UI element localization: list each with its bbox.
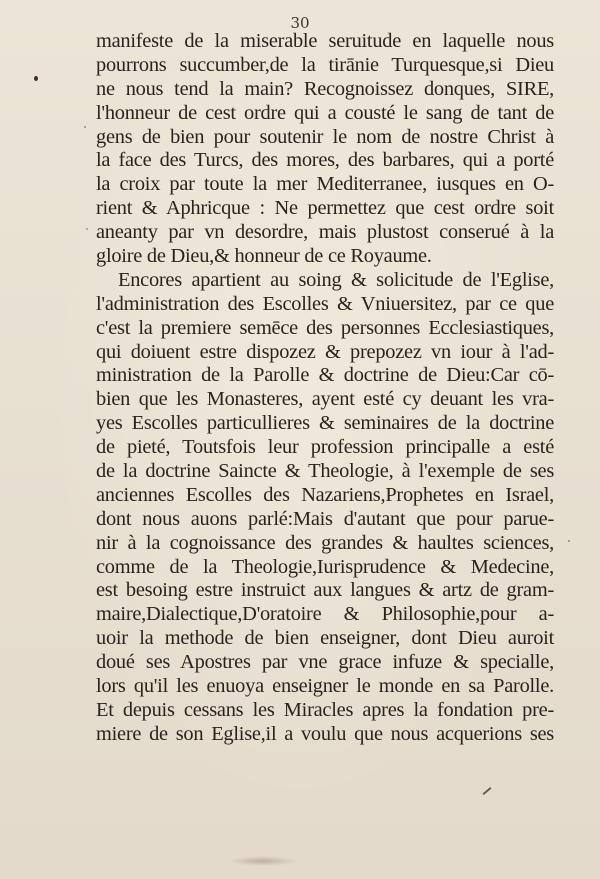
text-line: uoir la methode de bien enseigner, dont Dieu auroit bbox=[96, 627, 554, 650]
ink-mark bbox=[483, 787, 492, 795]
text-line: Et depuis cessans les Miracles apres la fondation pre- bbox=[96, 698, 554, 721]
page-number: 30 bbox=[290, 14, 310, 32]
body-text bbox=[96, 30, 554, 747]
text-line: anciennes Escolles des Nazariens,Prophetes en Israel, bbox=[96, 483, 554, 506]
text-line: de pieté, Toutsfois leur profession principalle a esté bbox=[96, 436, 554, 459]
text-line: dont nous auons parlé:Mais d'autant que pour parue- bbox=[96, 507, 554, 530]
text-line: aneanty par vn desordre, mais plustost conserué à la bbox=[96, 221, 554, 244]
text-line: ne nous tend la main? Recognoissez donques, SIRE, bbox=[96, 77, 554, 100]
text-line: de la doctrine Saincte & Theologie, à l'exemple de ses bbox=[96, 460, 554, 483]
text-line: qui doiuent estre dispozez & prepozez vn iour à l'ad- bbox=[96, 340, 554, 363]
text-line: maire,Dialectique,D'oratoire & Philosophie,pour a- bbox=[96, 603, 554, 626]
text-line: pourrons succumber,de la tirānie Turquesque,si Dieu bbox=[96, 53, 554, 76]
text-line: lors qu'il les enuoya enseigner le monde en sa Parolle. bbox=[96, 675, 554, 698]
text-line: la croix par toute la mer Mediterranee, iusques en O- bbox=[96, 173, 554, 196]
text-line: yes Escolles particullieres & seminaires de la doctrine bbox=[96, 412, 554, 435]
ink-speck bbox=[34, 76, 38, 81]
ink-speck bbox=[568, 540, 570, 542]
text-line: nir à la cognoissance des grandes & haultes sciences, bbox=[96, 531, 554, 554]
text-line: comme de la Theologie,Iurisprudence & Medecine, bbox=[96, 555, 554, 578]
text-line: l'administration des Escolles & Vniuersitez, par ce que bbox=[96, 292, 554, 315]
paragraph-start-line: Encores apartient au soing & solicitude de l'Eglise, bbox=[118, 268, 554, 291]
text-line: manifeste de la miserable seruitude en laquelle nous bbox=[96, 30, 554, 52]
ink-speck bbox=[84, 126, 86, 128]
text-line: est besoing estre instruict aux langues & artz de gram- bbox=[96, 579, 554, 602]
text-line: bien que les Monasteres, ayent esté cy deuant les vra- bbox=[96, 388, 554, 411]
text-line: c'est la premiere semēce des personnes Ecclesiastiques, bbox=[96, 316, 554, 339]
text-line: gens de bien pour soutenir le nom de nostre Christ à bbox=[96, 125, 554, 148]
text-line: miere de son Eglise,il a voulu que nous acquerions ses bbox=[96, 722, 554, 745]
text-line: doué ses Apostres par vne grace infuze & specialle, bbox=[96, 651, 554, 674]
text-line: l'honneur de cest ordre qui a cousté le sang de tant de bbox=[96, 101, 554, 124]
text-line: gloire de Dieu,& honneur de ce Royaume. bbox=[96, 245, 432, 268]
ink-speck bbox=[86, 228, 88, 230]
text-line: ministration de la Parolle & doctrine de Dieu:Car cō- bbox=[96, 364, 554, 387]
paper-smudge bbox=[228, 856, 298, 866]
text-line: rient & Aphricque : Ne permettez que cest ordre soit bbox=[96, 197, 554, 220]
text-line: la face des Turcs, des mores, des barbares, qui a porté bbox=[96, 149, 554, 172]
